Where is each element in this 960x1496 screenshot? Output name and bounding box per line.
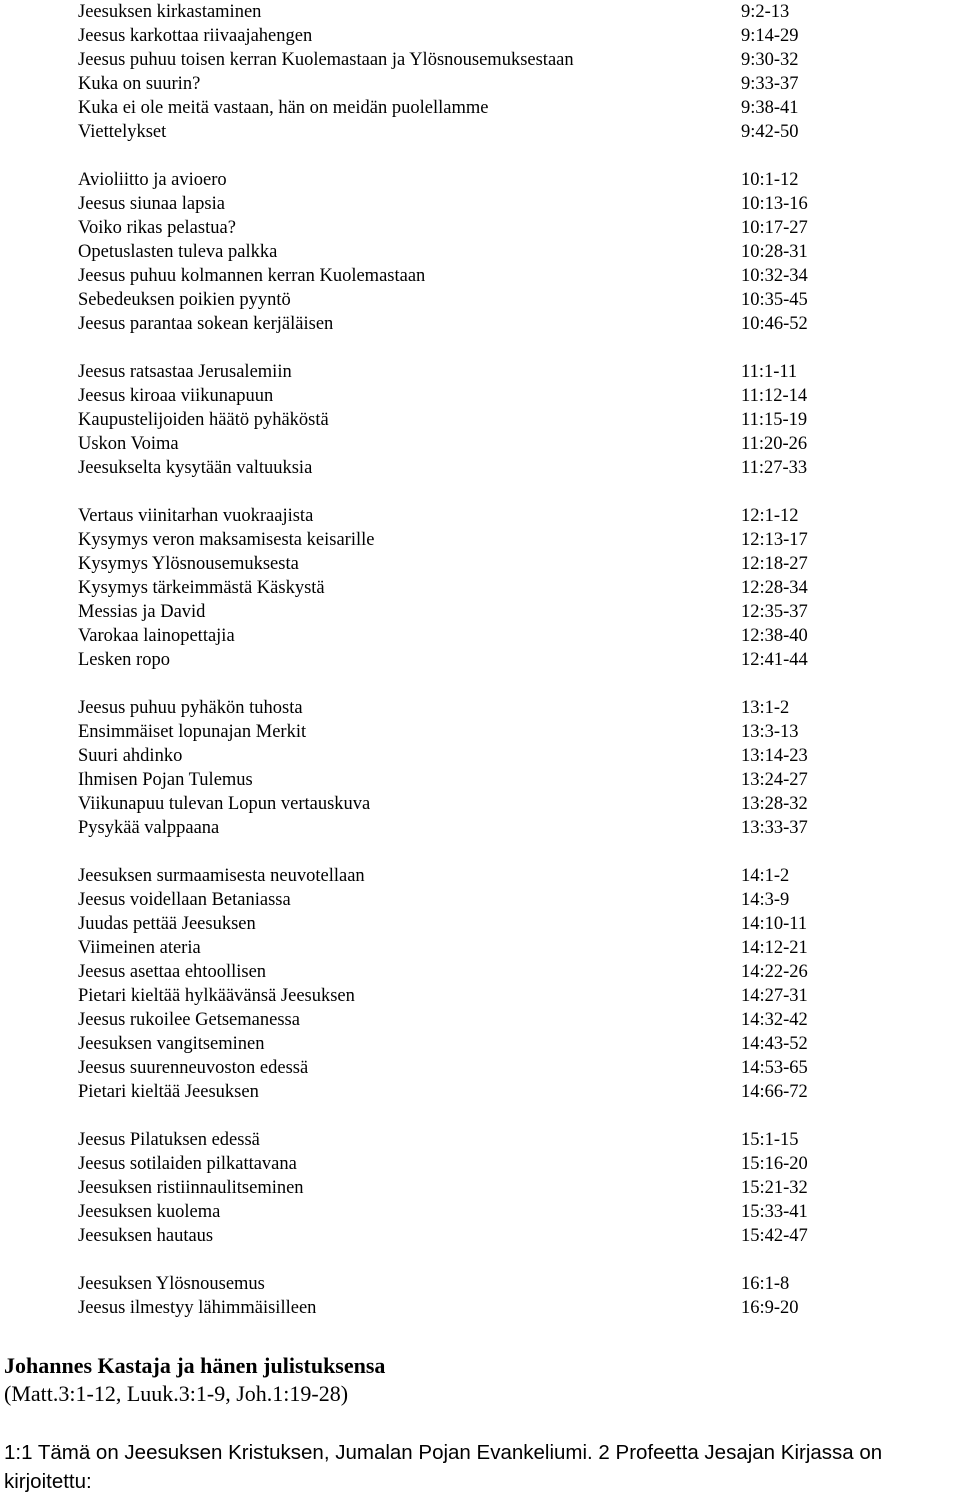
toc-chapter-group	[0, 0, 960, 144]
toc-entry-title: Jeesus sotilaiden pilkattavana	[78, 1154, 297, 1174]
toc-entry-reference: 11:12-14	[741, 386, 808, 406]
toc-entry-title: Kuka on suurin?	[78, 74, 201, 94]
toc-entry	[0, 624, 960, 648]
toc-entry	[0, 408, 960, 432]
toc-entry	[0, 1128, 960, 1152]
toc-entry-title: Kaupustelijoiden häätö pyhäköstä	[78, 410, 329, 430]
toc-entry	[0, 744, 960, 768]
toc-entry	[0, 720, 960, 744]
toc-entry-title: Viettelykset	[78, 122, 167, 142]
toc-entry-title: Kysymys veron maksamisesta keisarille	[78, 530, 375, 550]
toc-entry-reference: 12:13-17	[741, 530, 808, 550]
toc-entry-title: Jeesus ilmestyy lähimmäisilleen	[78, 1298, 317, 1318]
toc-entry-title: Pysykää valppaana	[78, 818, 220, 838]
toc-entry-title: Jeesus suurenneuvoston edessä	[78, 1058, 309, 1078]
toc-entry-title: Jeesuksen surmaamisesta neuvotellaan	[78, 866, 365, 886]
toc-entry-title: Jeesus Pilatuksen edessä	[78, 1130, 260, 1150]
toc-entry	[0, 1200, 960, 1224]
toc-entry-title: Viikunapuu tulevan Lopun vertauskuva	[78, 794, 371, 814]
toc-entry-reference: 13:24-27	[741, 770, 808, 790]
toc-entry	[0, 864, 960, 888]
toc-entry-reference: 10:46-52	[741, 314, 808, 334]
toc-entry	[0, 600, 960, 624]
toc-entry-reference: 14:22-26	[741, 962, 808, 982]
toc-entry	[0, 384, 960, 408]
toc-entry-title: Voiko rikas pelastua?	[78, 218, 236, 238]
toc-entry-title: Jeesus voidellaan Betaniassa	[78, 890, 291, 910]
toc-entry	[0, 432, 960, 456]
toc-entry-reference: 10:28-31	[741, 242, 808, 262]
toc-entry-title: Juudas pettää Jeesuksen	[78, 914, 256, 934]
toc-entry-reference: 14:43-52	[741, 1034, 808, 1054]
toc-chapter-group	[0, 168, 960, 336]
toc-entry	[0, 960, 960, 984]
toc-entry	[0, 1176, 960, 1200]
toc-entry-reference: 14:12-21	[741, 938, 808, 958]
toc-entry-reference: 15:21-32	[741, 1178, 808, 1198]
toc-entry-title: Jeesuksen kuolema	[78, 1202, 221, 1222]
toc-entry-reference: 10:1-12	[741, 170, 799, 190]
toc-entry-reference: 13:3-13	[741, 722, 799, 742]
toc-entry	[0, 264, 960, 288]
toc-entry-reference: 13:14-23	[741, 746, 808, 766]
toc-entry	[0, 456, 960, 480]
toc-entry-title: Kysymys Ylösnousemuksesta	[78, 554, 299, 574]
section-heading-block	[4, 1352, 954, 1408]
toc-entry-title: Jeesus kiroaa viikunapuun	[78, 386, 274, 406]
toc-entry	[0, 504, 960, 528]
toc-chapter-group	[0, 864, 960, 1104]
toc-entry	[0, 192, 960, 216]
toc-chapter-group	[0, 1272, 960, 1320]
toc-entry	[0, 984, 960, 1008]
toc-entry-title: Jeesus parantaa sokean kerjäläisen	[78, 314, 334, 334]
toc-entry-title: Sebedeuksen poikien pyyntö	[78, 290, 291, 310]
toc-entry	[0, 1008, 960, 1032]
toc-entry-title: Pietari kieltää hylkäävänsä Jeesuksen	[78, 986, 355, 1006]
toc-entry-reference: 15:1-15	[741, 1130, 799, 1150]
toc-entry-reference: 13:1-2	[741, 698, 790, 718]
toc-entry-reference: 9:14-29	[741, 26, 799, 46]
toc-entry-reference: 15:42-47	[741, 1226, 808, 1246]
toc-entry-reference: 14:32-42	[741, 1010, 808, 1030]
toc-entry-reference: 15:16-20	[741, 1154, 808, 1174]
toc-entry	[0, 816, 960, 840]
toc-entry-reference: 11:15-19	[741, 410, 808, 430]
toc-entry-reference: 12:35-37	[741, 602, 808, 622]
toc-entry	[0, 96, 960, 120]
toc-entry	[0, 0, 960, 24]
toc-entry	[0, 696, 960, 720]
toc-entry-reference: 12:38-40	[741, 626, 808, 646]
toc-entry	[0, 48, 960, 72]
toc-entry	[0, 216, 960, 240]
toc-entry-reference: 10:17-27	[741, 218, 808, 238]
toc-entry-title: Jeesuksen vangitseminen	[78, 1034, 265, 1054]
toc-entry	[0, 576, 960, 600]
toc-entry-title: Suuri ahdinko	[78, 746, 183, 766]
toc-entry-title: Varokaa lainopettajia	[78, 626, 235, 646]
toc-entry-reference: 15:33-41	[741, 1202, 808, 1222]
toc-entry-reference: 13:28-32	[741, 794, 808, 814]
toc-entry-title: Vertaus viinitarhan vuokraajista	[78, 506, 314, 526]
toc-entry	[0, 1080, 960, 1104]
toc-entry	[0, 1032, 960, 1056]
toc-entry-reference: 14:53-65	[741, 1058, 808, 1078]
verse-text: 1:1 Tämä on Jeesuksen Kristuksen, Jumalan Pojan Evankeliumi. 2 Profeetta Jesajan Kirjassa on kirjoitettu:	[4, 1441, 883, 1493]
toc-entry-reference: 9:30-32	[741, 50, 799, 70]
toc-entry-reference: 11:20-26	[741, 434, 808, 454]
toc-entry-title: Jeesus rukoilee Getsemanessa	[78, 1010, 300, 1030]
toc-entry-title: Messias ja David	[78, 602, 206, 622]
toc-entry-title: Ihmisen Pojan Tulemus	[78, 770, 253, 790]
toc-chapter-group	[0, 504, 960, 672]
toc-entry-title: Jeesus siunaa lapsia	[78, 194, 225, 214]
toc-entry	[0, 792, 960, 816]
toc-entry-title: Ensimmäiset lopunajan Merkit	[78, 722, 307, 742]
toc-entry-reference: 12:28-34	[741, 578, 808, 598]
toc-entry-title: Jeesus asettaa ehtoollisen	[78, 962, 267, 982]
toc-entry-title: Jeesuksen ristiinnaulitseminen	[78, 1178, 304, 1198]
toc-entry	[0, 1152, 960, 1176]
toc-entry-title: Jeesuksen Ylösnousemus	[78, 1274, 265, 1294]
toc-entry-reference: 9:38-41	[741, 98, 799, 118]
toc-entry-reference: 9:33-37	[741, 74, 799, 94]
toc-entry	[0, 912, 960, 936]
toc-entry	[0, 240, 960, 264]
toc-entry-title: Jeesus ratsastaa Jerusalemiin	[78, 362, 292, 382]
toc-entry	[0, 552, 960, 576]
toc-entry	[0, 1224, 960, 1248]
toc-entry	[0, 360, 960, 384]
toc-chapter-group	[0, 1128, 960, 1248]
toc-entry	[0, 1272, 960, 1296]
toc-entry-title: Jeesuksen hautaus	[78, 1226, 214, 1246]
toc-chapter-group	[0, 360, 960, 480]
toc-entry-reference: 16:9-20	[741, 1298, 799, 1318]
toc-entry-reference: 12:18-27	[741, 554, 808, 574]
toc-entry-title: Jeesuksen kirkastaminen	[78, 2, 262, 22]
toc-entry-reference: 12:41-44	[741, 650, 808, 670]
toc-entry	[0, 72, 960, 96]
toc-entry	[0, 1056, 960, 1080]
toc-entry-title: Lesken ropo	[78, 650, 170, 670]
toc-entry-reference: 12:1-12	[741, 506, 799, 526]
toc-entry-reference: 13:33-37	[741, 818, 808, 838]
toc-entry-reference: 9:42-50	[741, 122, 799, 142]
section-parallel-references: (Matt.3:1-12, Luuk.3:1-9, Joh.1:19-28)	[4, 1381, 349, 1406]
toc-entry-title: Jeesukselta kysytään valtuuksia	[78, 458, 313, 478]
toc-entry-reference: 14:10-11	[741, 914, 808, 934]
toc-entry-reference: 10:13-16	[741, 194, 808, 214]
toc-entry-title: Kysymys tärkeimmästä Käskystä	[78, 578, 325, 598]
toc-entry-title: Avioliitto ja avioero	[78, 170, 227, 190]
toc-entry	[0, 312, 960, 336]
toc-entry-title: Viimeinen ateria	[78, 938, 201, 958]
toc-entry-reference: 10:35-45	[741, 290, 808, 310]
toc-entry	[0, 768, 960, 792]
toc-entry	[0, 528, 960, 552]
toc-entry-reference: 14:1-2	[741, 866, 790, 886]
toc-entry-reference: 11:1-11	[741, 362, 798, 382]
toc-entry-reference: 10:32-34	[741, 266, 808, 286]
toc-entry-reference: 16:1-8	[741, 1274, 790, 1294]
toc-entry-reference: 11:27-33	[741, 458, 808, 478]
toc-entry-title: Opetuslasten tuleva palkka	[78, 242, 278, 262]
toc-entry-title: Jeesus puhuu toisen kerran Kuolemastaan ja Ylösnousemuksestaan	[78, 50, 574, 70]
toc-entry-title: Jeesus puhuu kolmannen kerran Kuolemastaan	[78, 266, 426, 286]
toc-entry	[0, 648, 960, 672]
toc-entry	[0, 888, 960, 912]
toc-chapter-group	[0, 696, 960, 840]
section-heading: Johannes Kastaja ja hänen julistuksensa	[4, 1353, 386, 1378]
toc-entry-title: Kuka ei ole meitä vastaan, hän on meidän puolellamme	[78, 98, 489, 118]
toc-entry-title: Jeesus karkottaa riivaajahengen	[78, 26, 313, 46]
toc-entry	[0, 24, 960, 48]
toc-entry-title: Uskon Voima	[78, 434, 179, 454]
toc-entry-reference: 14:3-9	[741, 890, 790, 910]
toc-entry	[0, 1296, 960, 1320]
toc-entry-title: Jeesus puhuu pyhäkön tuhosta	[78, 698, 303, 718]
toc-entry	[0, 936, 960, 960]
toc-entry	[0, 120, 960, 144]
toc-entry-title: Pietari kieltää Jeesuksen	[78, 1082, 259, 1102]
toc-entry-reference: 14:66-72	[741, 1082, 808, 1102]
toc-entry	[0, 168, 960, 192]
toc-entry-reference: 9:2-13	[741, 2, 790, 22]
toc-entry	[0, 288, 960, 312]
toc-entry-reference: 14:27-31	[741, 986, 808, 1006]
